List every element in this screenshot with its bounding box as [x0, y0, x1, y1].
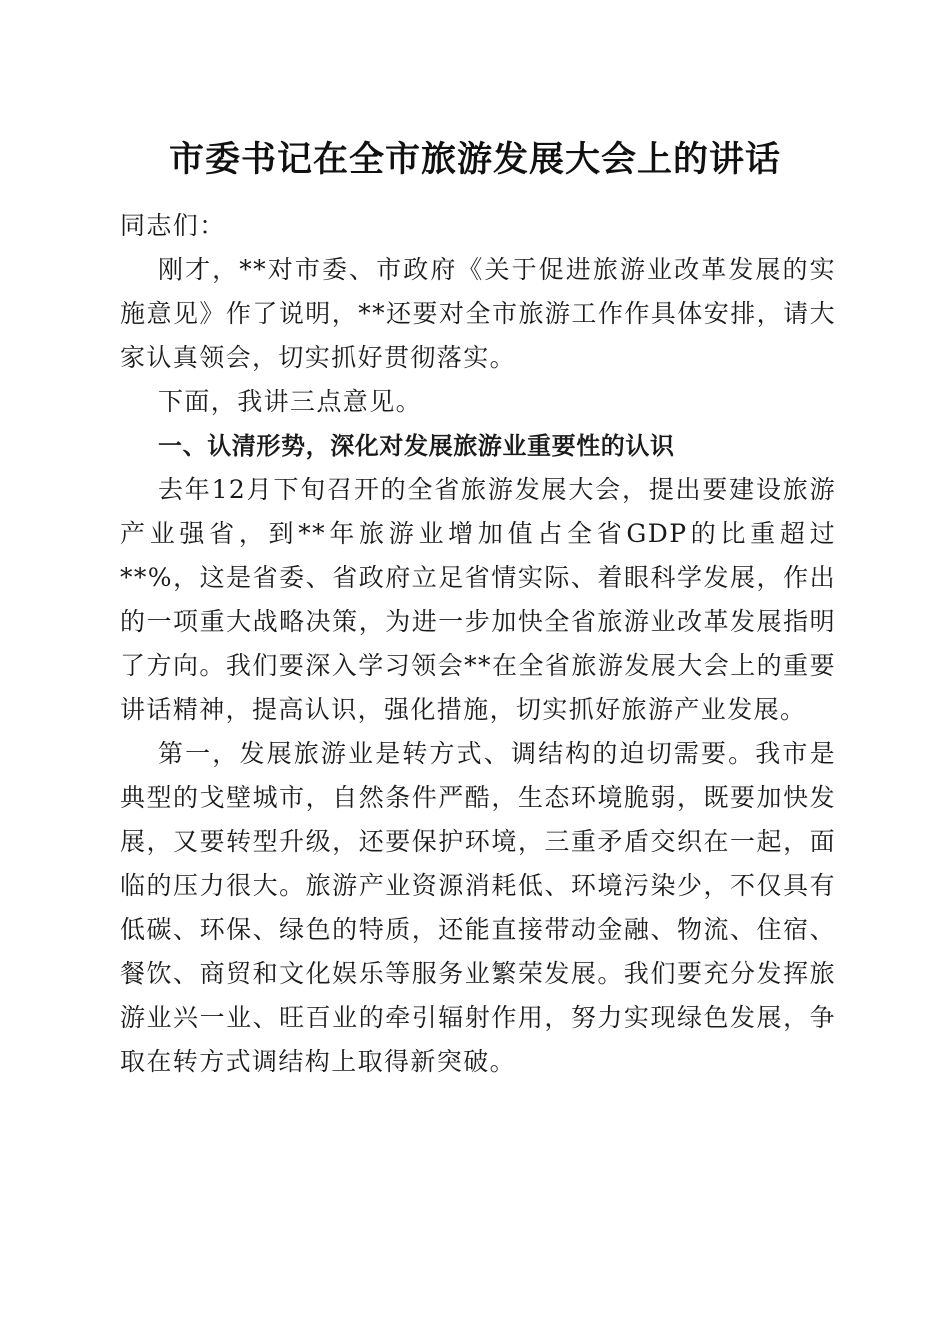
paragraph-section-1-point-1: 第一，发展旅游业是转方式、调结构的迫切需要。我市是典型的戈壁城市，自然条件严酷，生态环境脆弱，既要加快发展，又要转型升级，还要保护环境，三重矛盾交织在一起，面临的压力很大。旅游产业资源消耗低、环境污染少，不仅具有低碳、环保、绿色的特质，还能直接带动金融、物流、住宿、餐饮、商贸和文化娱乐等服务业繁荣发展。我们要充分发挥旅游业兴一业、旺百业的牵引辐射作用，努力实现绿色发展，争取在转方式调结构上取得新突破。 — [120, 739, 836, 1076]
document-body — [120, 204, 836, 1084]
document-title: 市委书记在全市旅游发展大会上的讲话 — [168, 139, 781, 180]
paragraph-intro: 刚才，**对市委、市政府《关于促进旅游业改革发展的实施意见》作了说明，**还要对全市旅游工作作具体安排，请大家认真领会，切实抓好贯彻落实。 — [120, 255, 836, 372]
paragraph-section-1-context: 去年12月下旬召开的全省旅游发展大会，提出要建设旅游产业强省，到**年旅游业增加值占全省GDP的比重超过**%，这是省委、省政府立足省情实际、着眼科学发展，作出的一项重大战略决策，为进一步加快全省旅游业改革发展指明了方向。我们要深入学习领会**在全省旅游发展大会上的重要讲话精神，提高认识，强化措施，切实抓好旅游产业发展。 — [120, 475, 836, 724]
salutation: 同志们： — [120, 211, 226, 240]
section-heading-1: 一、认清形势，深化对发展旅游业重要性的认识 — [158, 432, 675, 460]
paragraph-outline: 下面，我讲三点意见。 — [158, 387, 423, 416]
